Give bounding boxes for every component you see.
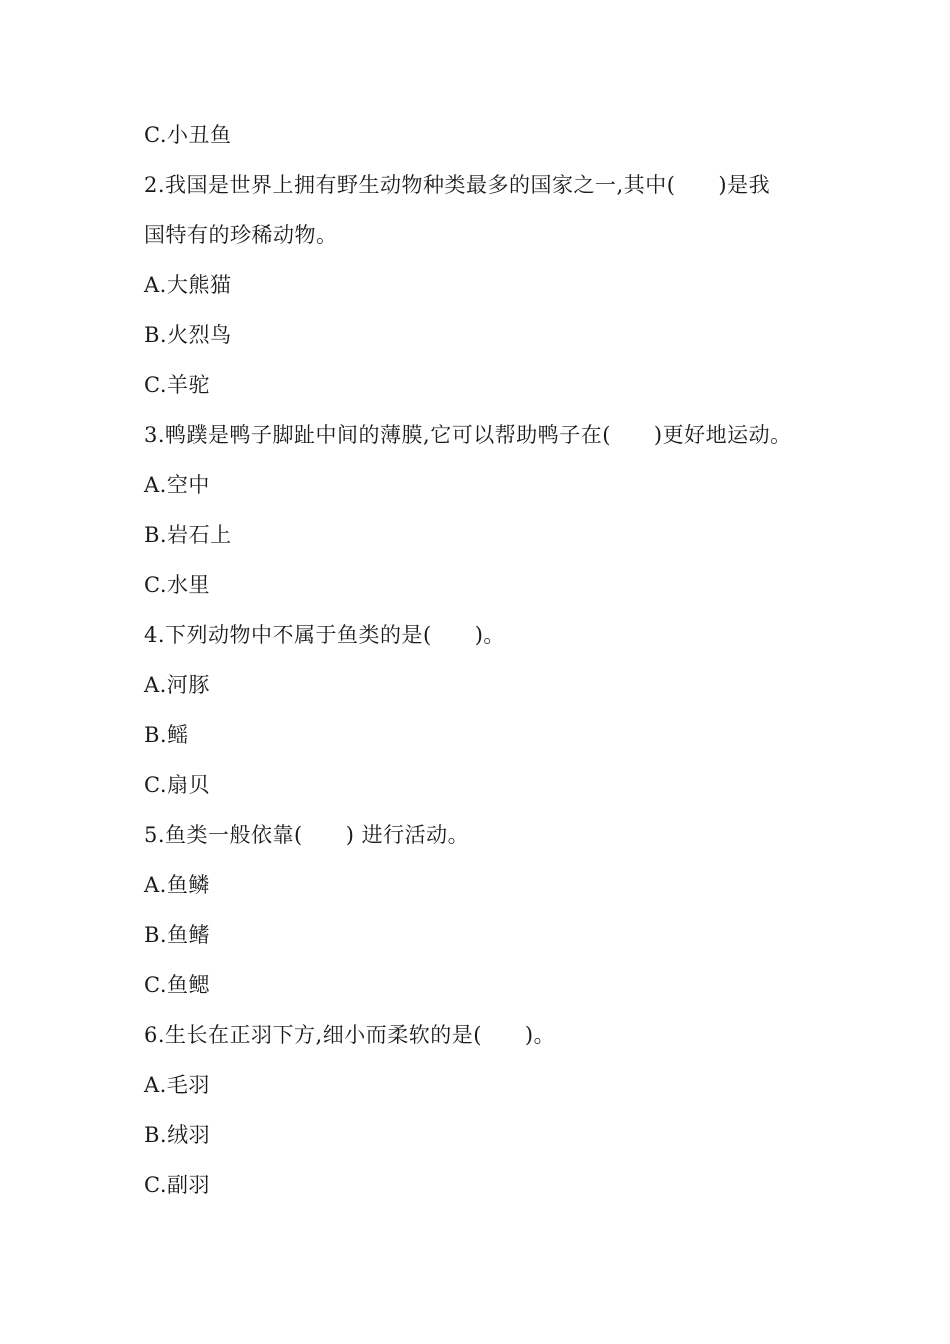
option-a-q2: A.大熊猫 [144, 273, 232, 297]
option-c-q6: C.副羽 [144, 1173, 210, 1197]
option-b-q6: B.绒羽 [144, 1123, 211, 1147]
option-a-q5: A.鱼鳞 [144, 873, 210, 897]
question-5: 5.鱼类一般依靠( ) 进行活动。 [144, 823, 470, 847]
question-list [144, 110, 824, 1210]
question-4: 4.下列动物中不属于鱼类的是( )。 [144, 623, 505, 647]
option-a-q4: A.河豚 [144, 673, 210, 697]
question-6: 6.生长在正羽下方,细小而柔软的是( )。 [144, 1023, 556, 1047]
option-c-q2: C.羊驼 [144, 373, 210, 397]
option-c-q1: C.小丑鱼 [144, 123, 232, 147]
option-c-q3: C.水里 [144, 573, 210, 597]
option-b-q2: B.火烈鸟 [144, 323, 232, 347]
option-c-q5: C.鱼鳃 [144, 973, 210, 997]
option-b-q5: B.鱼鳍 [144, 923, 211, 947]
option-b-q4: B.鳐 [144, 723, 189, 747]
option-b-q3: B.岩石上 [144, 523, 232, 547]
option-a-q3: A.空中 [144, 473, 210, 497]
question-3: 3.鸭蹼是鸭子脚趾中间的薄膜,它可以帮助鸭子在( )更好地运动。 [144, 423, 792, 447]
option-a-q6: A.毛羽 [144, 1073, 210, 1097]
question-2-line-1: 2.我国是世界上拥有野生动物种类最多的国家之一,其中( )是我 [144, 173, 771, 197]
option-c-q4: C.扇贝 [144, 773, 210, 797]
question-2-line-2: 国特有的珍稀动物。 [144, 223, 338, 247]
